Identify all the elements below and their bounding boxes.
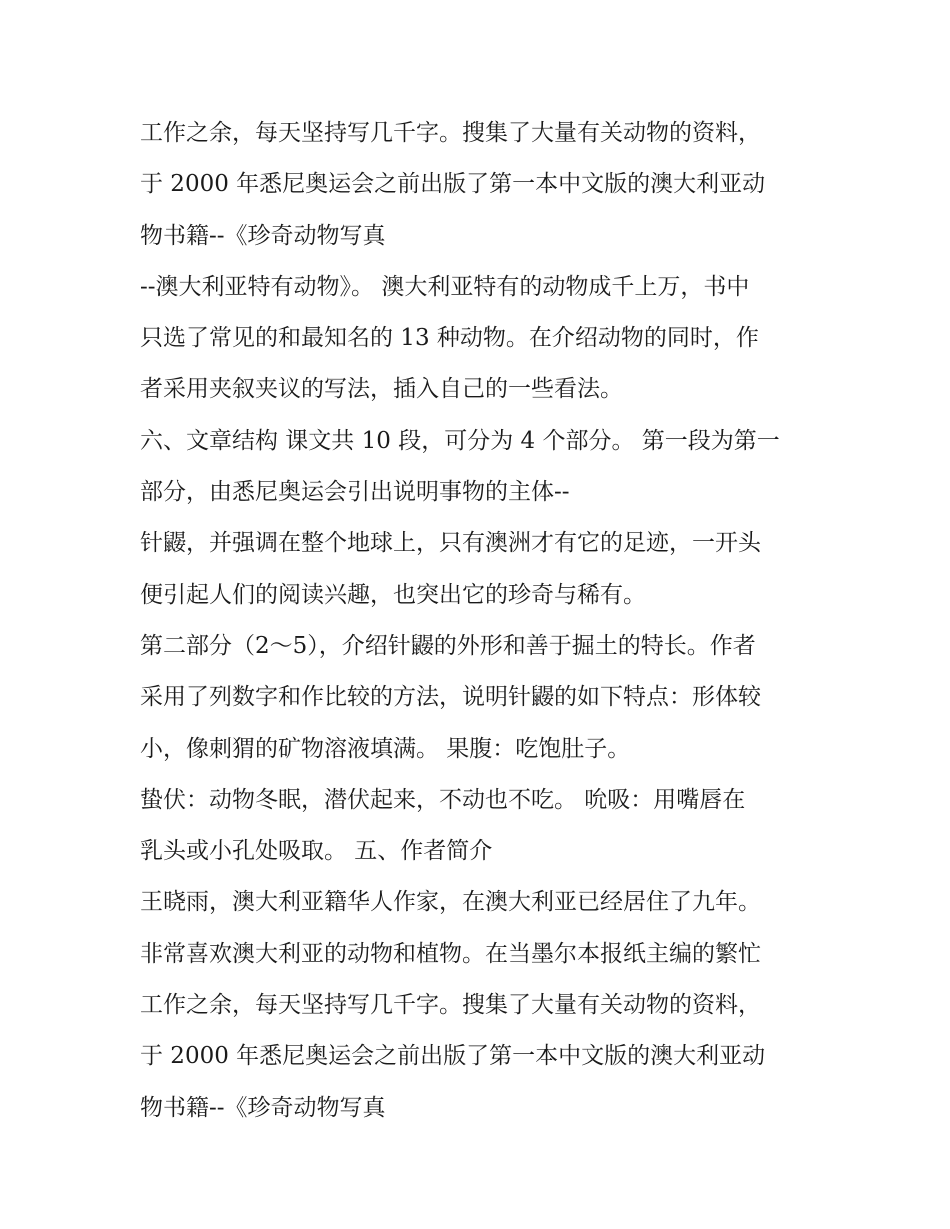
text-line: --澳大利亚特有动物》。 澳大利亚特有的动物成千上万，书中	[140, 273, 750, 300]
text-line: 蛰伏：动物冬眠，潜伏起来，不动也不吃。 吮吸：用嘴唇在	[140, 786, 746, 813]
text-line: 者采用夹叙夹议的写法，插入自己的一些看法。	[140, 376, 623, 403]
text-line: 六、文章结构 课文共 10 段，可分为 4 个部分。 第一段为第一	[140, 427, 780, 454]
text-line: 小，像刺猬的矿物溶液填满。 果腹：吃饱肚子。	[140, 735, 631, 762]
text-line: 工作之余，每天坚持写几千字。搜集了大量有关动物的资料，	[140, 120, 761, 146]
body-text	[140, 108, 830, 1134]
text-line: 乳头或小孔处吸取。 五、作者简介	[140, 838, 493, 865]
text-line: 于 2000 年悉尼奥运会之前出版了第一本中文版的澳大利亚动	[140, 171, 766, 198]
text-line: 王晓雨，澳大利亚籍华人作家，在澳大利亚已经居住了九年。	[140, 889, 761, 916]
text-line: 非常喜欢澳大利亚的动物和植物。在当墨尔本报纸主编的繁忙	[140, 940, 761, 967]
text-line: 工作之余，每天坚持写几千字。搜集了大量有关动物的资料，	[140, 992, 761, 1019]
text-line: 采用了列数字和作比较的方法，说明针鼹的如下特点：形体较	[140, 684, 761, 711]
text-line: 于 2000 年悉尼奥运会之前出版了第一本中文版的澳大利亚动	[140, 1043, 766, 1070]
text-line: 便引起人们的阅读兴趣，也突出它的珍奇与稀有。	[140, 581, 646, 608]
text-line: 部分，由悉尼奥运会引出说明事物的主体--	[140, 479, 570, 506]
text-line: 针鼹，并强调在整个地球上，只有澳洲才有它的足迹，一开头	[140, 530, 761, 557]
text-line: 物书籍--《珍奇动物写真	[140, 1094, 386, 1121]
text-line: 只选了常见的和最知名的 13 种动物。在介绍动物的同时，作	[140, 325, 759, 352]
text-line: 物书籍--《珍奇动物写真	[140, 222, 386, 249]
text-line: 第二部分（2～5），介绍针鼹的外形和善于掘土的特长。作者	[140, 632, 756, 659]
